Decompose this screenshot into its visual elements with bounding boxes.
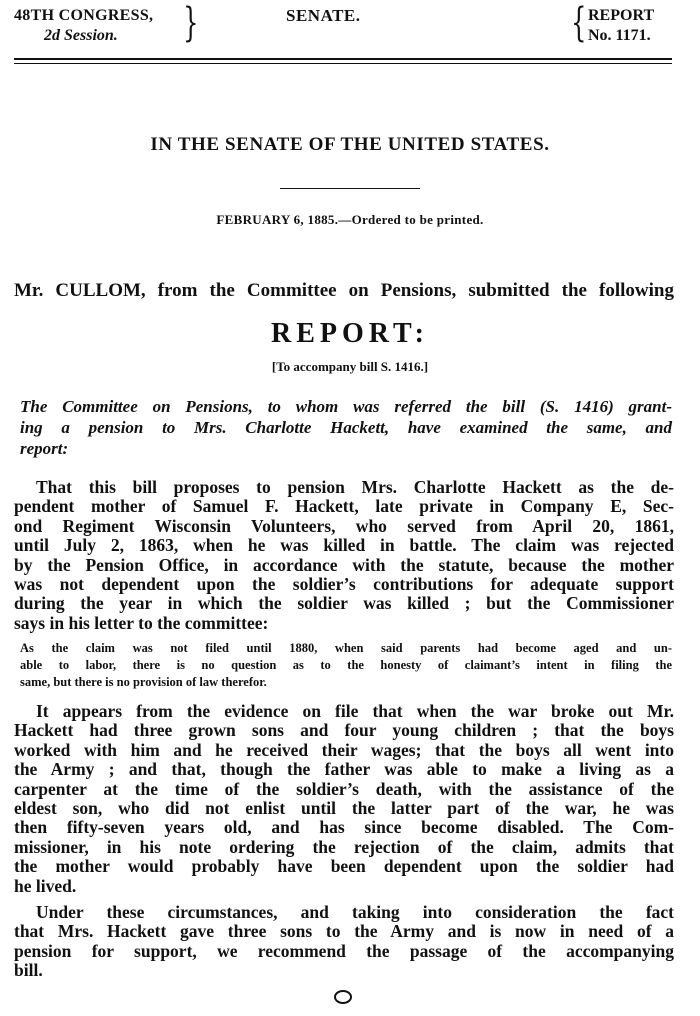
paragraph-line: Hackett had three grown sons and four young children ; that the boys [14,720,674,741]
report-heading: REPORT: [271,318,429,349]
paragraph-line: worked with him and he received their wages; that the boys all went into [14,739,674,760]
report-number-block [588,6,654,46]
report-label: REPORT [588,7,655,24]
page-ornament [334,990,352,1004]
intro-line: The Committee on Pensions, to whom was referred the bill (S. 1416) grant- [20,397,672,416]
paragraph-line: carpenter at the time of the soldier’s death, with the assistance of the [14,778,674,799]
paragraph-1 [14,478,674,633]
paragraph-line: then fifty-seven years old, and has since become disabled. The Com- [14,817,674,838]
chamber-label: SENATE. [286,6,361,25]
commissioner-quote [20,640,672,691]
accompany-note: [To accompany bill S. 1416.] [271,359,429,374]
right-brace: { [571,0,587,46]
paragraph-line: That this bill proposes to pension Mrs. Charlotte Hackett as the de- [36,477,674,497]
paragraph-line: Under these circumstances, and taking into consideration the fact [36,902,674,922]
paragraph-line: eldest son, who did not enlist until the latter part of the war, he was [14,798,674,819]
intro-line: ing a pension to Mrs. Charlotte Hackett, have examined the same, and [20,418,672,437]
quote-line: same, but there is no provision of law therefor. [20,675,267,689]
paragraph-line: until July 2, 1863, when he was killed in battle. The claim was rejected [14,535,674,556]
paragraph-line: the Army ; and that, though the father was able to make a living as a [14,759,674,780]
paragraph-line: that Mrs. Hackett gave three sons to the Army and is now in need of a [14,921,674,942]
quote-line: able to labor, there is no question as to the honesty of claimant’s intent in filing the [20,658,672,672]
header-rule [14,58,672,64]
paragraph-line: pendent mother of Samuel F. Hackett, late private in Company E, Sec- [14,496,674,517]
quote-line: As the claim was not filed until 1880, when said parents had become aged and un- [20,641,672,655]
session-label: 2d Session. [44,27,118,44]
paragraph-line: pension for support, we recommend the passage of the accompanying [14,940,674,961]
congress-label: 48TH CONGRESS, [14,7,154,24]
paragraph-line: It appears from the evidence on file that when the war broke out Mr. [36,701,674,721]
paragraph-line: he lived. [14,875,77,896]
report-number: No. 1171. [588,27,651,44]
submitted-by-line: Mr. CULLOM, from the Committee on Pensions, submitted the following [14,280,674,301]
congress-session-block [14,6,189,46]
paragraph-line: by the Pension Office, in accordance with the statute, because the mother [14,554,674,575]
paragraph-line: missioner, in his note ordering the rejection of the claim, admits that [14,836,674,857]
title-rule [280,188,420,189]
paragraph-line: bill. [14,960,43,981]
paragraph-3 [14,903,674,981]
committee-intro [20,396,672,459]
paragraph-line: the mother would probably have been dependent upon the soldier had [14,856,674,877]
dateline: FEBRUARY 6, 1885.—Ordered to be printed. [216,212,484,227]
paragraph-line: ond Regiment Wisconsin Volunteers, who served from April 20, 1861, [14,515,674,536]
paragraph-line: says in his letter to the committee: [14,612,269,633]
intro-line: report: [20,439,69,458]
left-brace: } [183,0,199,46]
paragraph-line: was not dependent upon the soldier’s contributions for adequate support [14,574,674,595]
paragraph-2 [14,702,674,896]
paragraph-line: during the year in which the soldier was killed ; but the Commissioner [14,593,674,614]
page-title: IN THE SENATE OF THE UNITED STATES. [150,134,550,155]
